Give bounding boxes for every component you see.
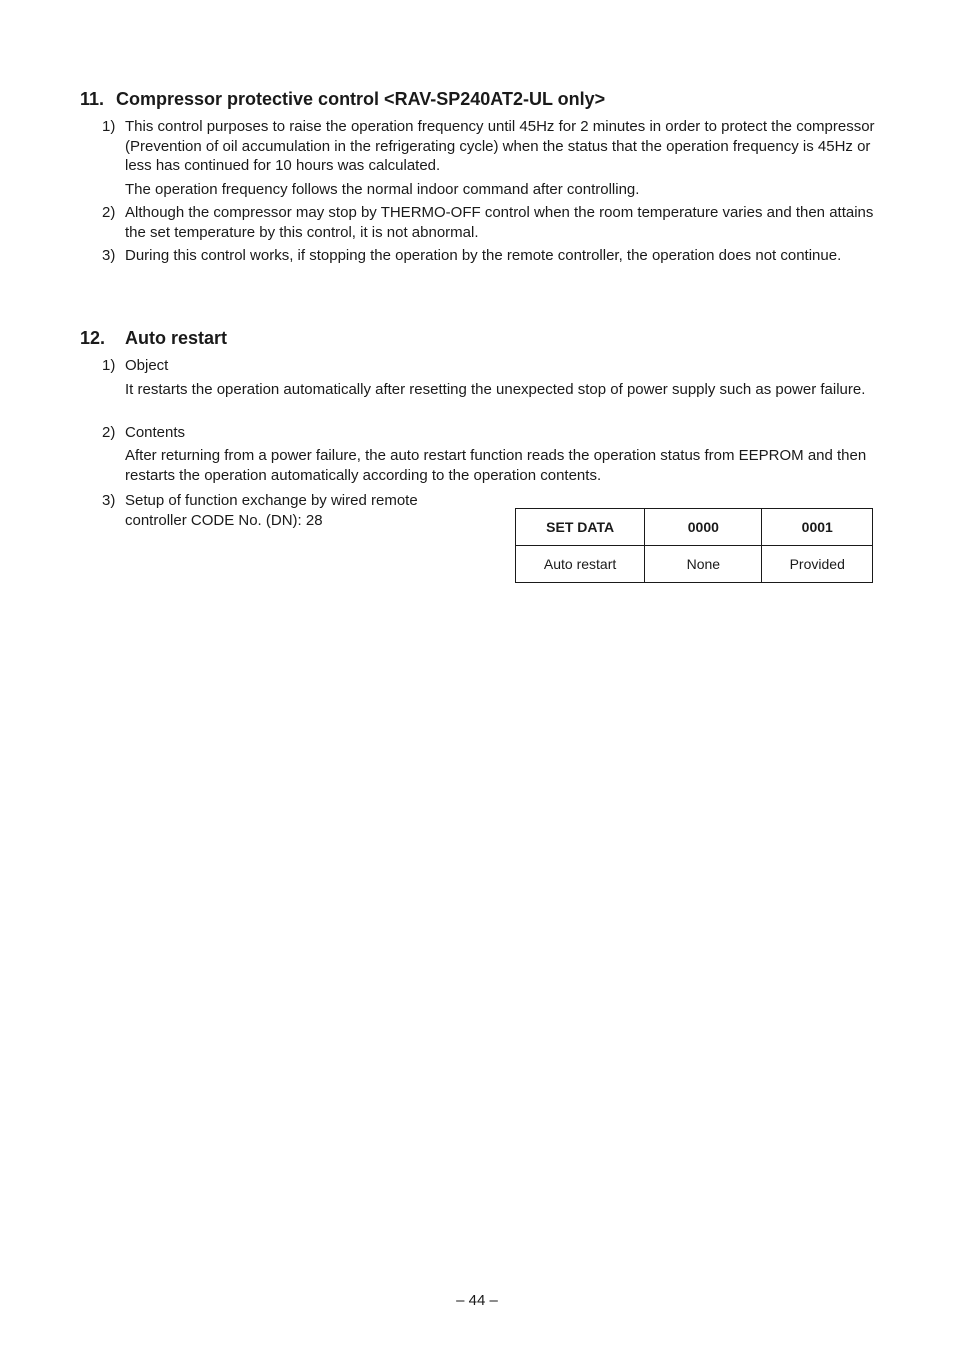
list-item-note: The operation frequency follows the normal indoor command after controlling.: [125, 181, 640, 198]
table-header-cell: SET DATA: [516, 509, 645, 546]
list-item-text: After returning from a power failure, the auto restart function reads the operation status from EEPROM and then restarts the operation automatically according to the operation contents.: [125, 447, 867, 484]
list-item-text: Although the compressor may stop by THERMO-OFF control when the room temperature varies and then attains the set temperature by this control, it is not abnormal.: [125, 204, 874, 241]
table-header-row: [516, 509, 873, 546]
list-item-text: It restarts the operation automatically after resetting the unexpected stop of power supply such as power failure.: [125, 381, 866, 398]
list-marker: 1): [102, 118, 116, 135]
table-cell: Provided: [762, 546, 873, 583]
section-12-heading: [80, 327, 227, 349]
list-item: [102, 356, 882, 376]
page-number: – 44 –: [456, 1292, 498, 1309]
list-item-label: Contents: [125, 424, 186, 441]
list-item-text: This control purposes to raise the operation frequency until 45Hz for 2 minutes in order to protect the compressor (Prevention of oil accumulation in the refrigerating cycle) when the status that the operation frequency is 45Hz or less has continued for 10 hours was calculated.: [125, 118, 875, 174]
list-marker: 3): [102, 492, 116, 509]
section-title: Compressor protective control <RAV-SP240AT2-UL only>: [116, 89, 606, 109]
list-item: [102, 117, 882, 176]
list-marker: 1): [102, 357, 116, 374]
table-header-cell: 0001: [762, 509, 873, 546]
list-item: [102, 203, 882, 242]
list-marker: 3): [102, 247, 116, 264]
table-row: [516, 546, 873, 583]
list-marker: 2): [102, 424, 116, 441]
section-title: Auto restart: [125, 328, 228, 348]
list-item-label: Object: [125, 357, 169, 374]
table-cell: None: [645, 546, 762, 583]
list-item-text: During this control works, if stopping the operation by the remote controller, the operation does not continue.: [125, 247, 842, 264]
section-11-heading: [80, 88, 605, 110]
list-item: [102, 246, 882, 266]
section-number: 11.: [80, 89, 105, 109]
list-item: [102, 491, 447, 530]
list-item: [102, 423, 882, 443]
list-marker: 2): [102, 204, 116, 221]
table-cell: Auto restart: [516, 546, 645, 583]
section-number: 12.: [80, 328, 106, 348]
set-data-table: [515, 508, 873, 583]
table-header-cell: 0000: [645, 509, 762, 546]
list-item-label: Setup of function exchange by wired remote controller CODE No. (DN): 28: [125, 492, 418, 529]
